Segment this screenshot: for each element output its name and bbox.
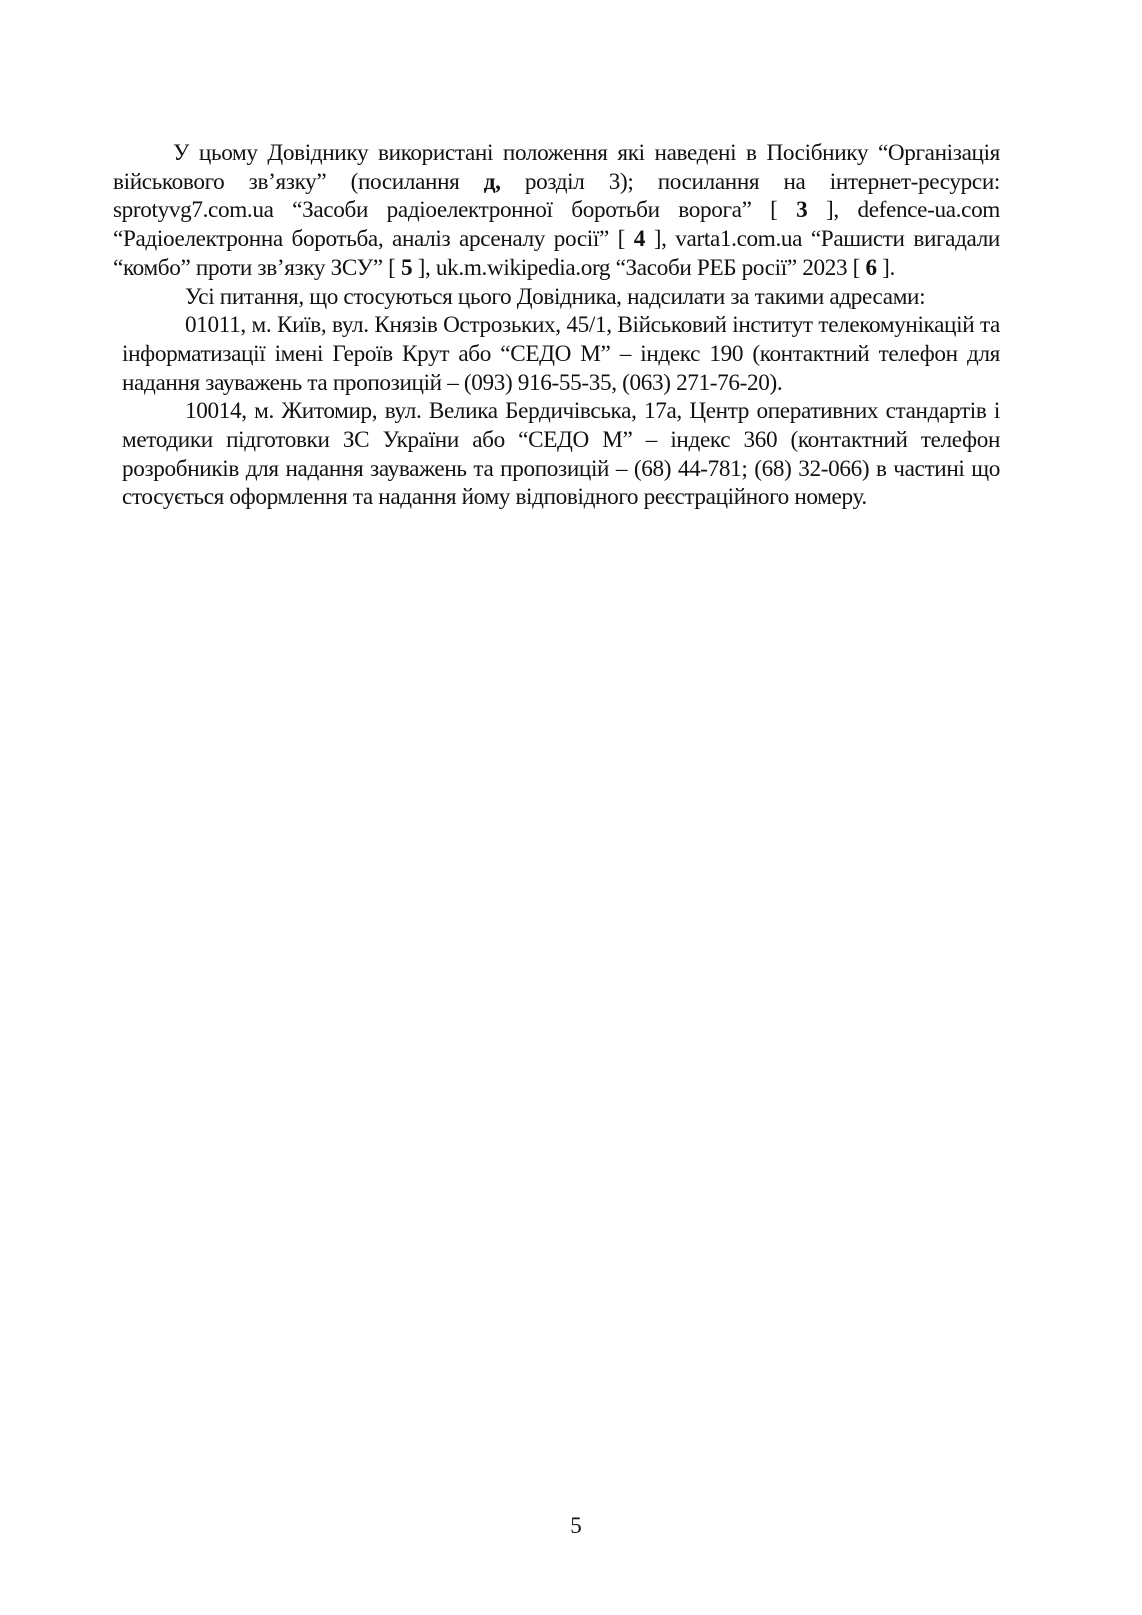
reference-letter: д, xyxy=(483,168,501,195)
paragraph-address-kyiv xyxy=(113,311,1000,397)
reference-number: 5 xyxy=(400,254,413,281)
paragraph-address-zhytomyr xyxy=(113,397,1000,512)
text-run: ], varta1.com.ua “Рашисти вигадали “комбо” проти зв’язку ЗСУ” [ xyxy=(113,226,1000,281)
text-run: Усі питання, що стосуються цього Довідника, надсилати за такими адресами: xyxy=(185,283,926,310)
text-run: ], uk.m.wikipedia.org “Засоби РЕБ росії” 2023 [ xyxy=(412,254,866,281)
paragraph-sources xyxy=(113,139,1000,283)
reference-number: 6 xyxy=(865,254,877,281)
body-text xyxy=(113,139,1000,512)
text-run: У цьому Довіднику використані положення які наведені в Посібнику “Організація військового зв’язку” (посилання xyxy=(113,140,1000,195)
text-run: ]. xyxy=(876,254,895,281)
text-run: 01011, м. Київ, вул. Князів Острозьких, 45/1, Військовий інститут телекомунікацій та інформатизації імені Героїв Крут або “СЕДО М” – індекс 190 (контактний телефон для надання зауважень та пропозицій – (093) 916-55-35, (063) 271-76-20). xyxy=(122,312,1000,396)
reference-number: 4 xyxy=(633,226,646,253)
paragraph-contact-intro xyxy=(113,283,1000,312)
text-run: 10014, м. Житомир, вул. Велика Бердичівська, 17а, Центр оперативних стандартів і методики підготовки ЗС України або “СЕДО М” – індекс 360 (контактний телефон розробників для надання зауважень та пропозицій – (68) 44-781; (68) 32-066) в частині що стосується оформлення та надання йому відповідного реєстраційного номеру. xyxy=(122,398,1000,511)
reference-number: 3 xyxy=(796,197,808,224)
text-run: ], defence-ua.com “Радіоелектронна боротьба, аналіз арсеналу росії” [ xyxy=(113,197,1000,253)
page-number: 5 xyxy=(570,1513,582,1538)
text-run: розділ 3); посилання на інтернет-ресурси: sprotyvg7.com.ua “Засоби радіоелектронної боротьби ворога” [ xyxy=(113,168,1000,224)
